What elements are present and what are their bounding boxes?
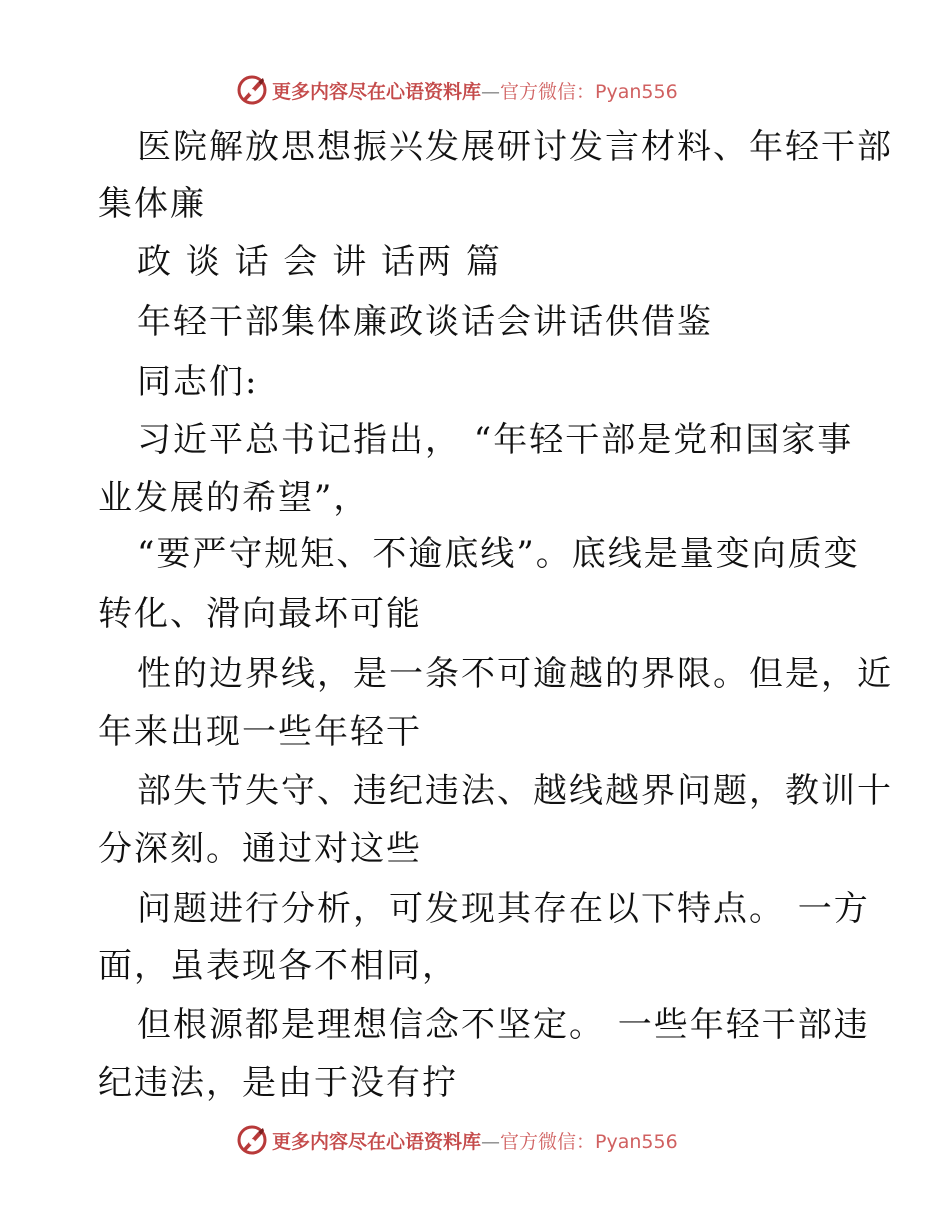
doc-line: 集体廉 [98,184,206,224]
watermark-main: 更多内容尽在心语资料库 [272,1130,482,1153]
watermark-text [272,1127,678,1154]
doc-line: 问题进行分析，可发现其存在以下特点。 一方 [137,889,870,929]
watermark-dash: — [481,1130,501,1153]
doc-line: 分深刻。通过对这些 [98,829,422,869]
brush-pen-circle-icon [236,1124,268,1156]
doc-line: 转化、滑向最坏可能 [98,594,422,634]
doc-line: 医院解放思想振兴发展研讨发言材料、年轻干部 [137,127,893,167]
watermark-account: 官方微信：Pyan556 [500,80,678,103]
doc-line: 但根源都是理想信念不坚定。 一些年轻干部违 [137,1005,870,1045]
doc-line: 政 谈 话 会 讲 话两 篇 [137,242,502,282]
doc-line: 习近平总书记指出， “年轻干部是党和国家事 [137,420,854,460]
doc-line: 性的边界线，是一条不可逾越的界限。但是，近 [137,654,893,694]
brush-pen-circle-icon [236,74,268,106]
doc-line: “要严守规矩、不逾底线”。底线是量变向质变 [137,534,860,574]
doc-line: 业发展的希望”， [98,478,370,518]
watermark-main: 更多内容尽在心语资料库 [272,80,482,103]
doc-line: 年来出现一些年轻干 [98,712,422,752]
doc-line: 部失节失守、违纪违法、越线越界问题，教训十 [137,771,893,811]
doc-line: 同志们: [137,362,259,402]
watermark-dash: — [481,80,501,103]
doc-line: 年轻干部集体廉政谈话会讲话供借鉴 [137,302,713,342]
doc-line: 纪违法，是由于没有拧 [98,1063,458,1103]
doc-line: 面，虽表现各不相同， [98,946,458,986]
watermark-account: 官方微信：Pyan556 [500,1130,678,1153]
watermark-text [272,77,678,104]
watermark-footer [236,1122,678,1158]
watermark-header [236,72,678,108]
